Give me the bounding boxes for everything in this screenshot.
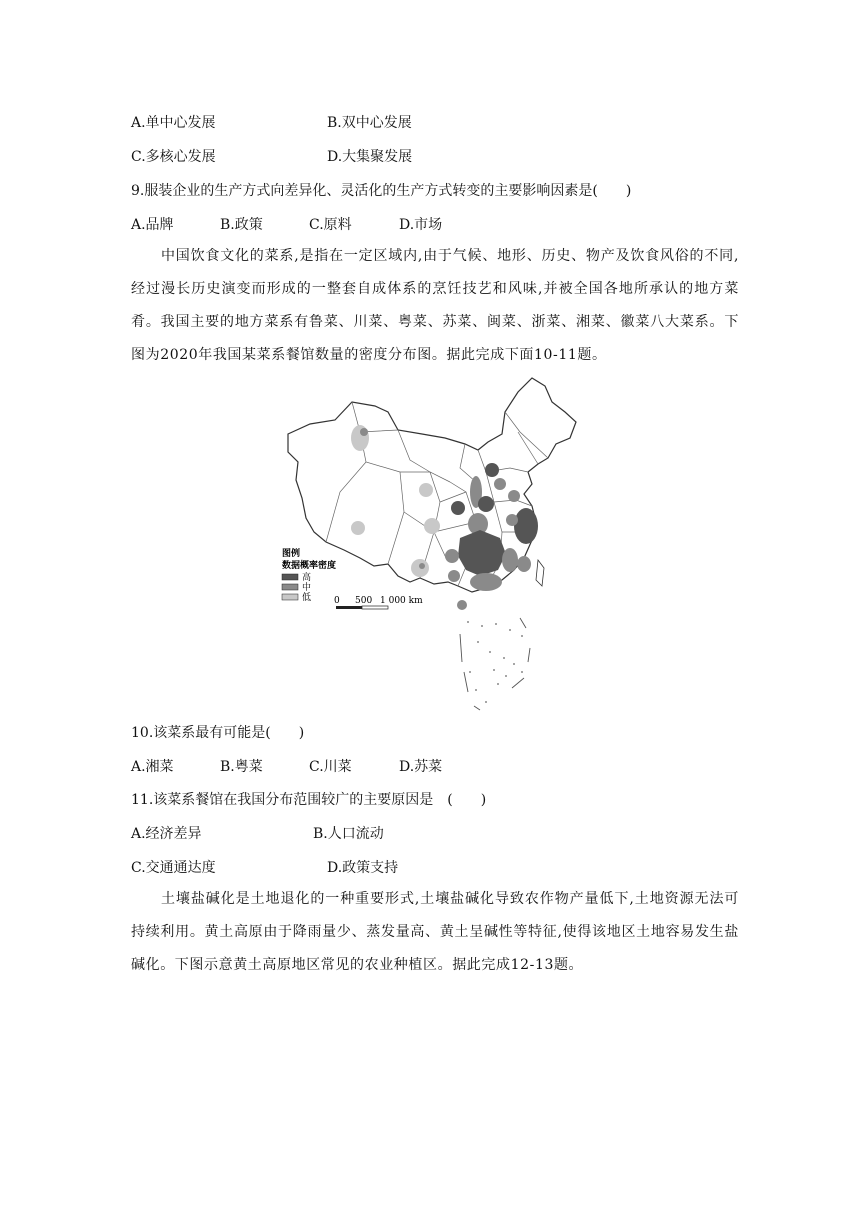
passage-salinization: 土壤盐碱化是土地退化的一种重要形式,土壤盐碱化导致农作物产量低下,土地资源无法可持续利用。黄土高原由于降雨量少、蒸发量高、黄土呈碱性等特征,使得该地区土地容易发生盐碱化。下图示意黄土高原地区常见的农业种植区。据此完成12-13题。 bbox=[131, 891, 739, 973]
scale-bar bbox=[334, 596, 423, 609]
q11-option-b: B.人口流动 bbox=[313, 826, 384, 842]
density-mid-jiangxi bbox=[502, 548, 518, 572]
density-high-gansu bbox=[451, 501, 465, 515]
scale-label-0: 0 bbox=[334, 596, 340, 606]
q10-option-d: D.苏菜 bbox=[399, 759, 443, 775]
density-low-sichuan-west bbox=[424, 518, 440, 534]
legend-swatch-low bbox=[282, 594, 298, 600]
density-low-tibet bbox=[351, 521, 365, 535]
q8-option-d: D.大集聚发展 bbox=[327, 149, 413, 165]
density-mid-guangdong bbox=[470, 573, 502, 591]
q11-option-a: A.经济差异 bbox=[131, 826, 202, 842]
q11-option-d: D.政策支持 bbox=[327, 860, 399, 876]
nine-dash-line bbox=[460, 618, 530, 710]
south-sea-islands bbox=[467, 621, 523, 703]
china-outline bbox=[288, 378, 576, 592]
density-mid-guizhou bbox=[445, 549, 459, 563]
density-mid-hebei bbox=[494, 478, 506, 490]
taiwan bbox=[536, 560, 544, 586]
china-cuisine-density-map bbox=[280, 372, 580, 712]
q10-stem: 10.该菜系最有可能是( ) bbox=[131, 725, 305, 741]
density-high-shanxi bbox=[485, 463, 499, 477]
q10-option-c: C.川菜 bbox=[309, 759, 352, 775]
density-high-jiangsu bbox=[514, 508, 538, 544]
scale-label-500: 500 bbox=[355, 596, 373, 606]
legend-label-high: 高 bbox=[302, 573, 312, 583]
q8-option-c: C.多核心发展 bbox=[131, 149, 216, 165]
q10-option-a: A.湘菜 bbox=[131, 759, 174, 775]
q9-option-a: A.品牌 bbox=[131, 217, 174, 233]
density-high-henan bbox=[478, 496, 494, 512]
q11-option-c: C.交通通达度 bbox=[131, 860, 216, 876]
density-mid-guangxi bbox=[448, 570, 460, 582]
q8-option-a: A.单中心发展 bbox=[131, 115, 216, 131]
q10-option-b: B.粤菜 bbox=[220, 759, 263, 775]
q8-option-b: B.双中心发展 bbox=[327, 115, 412, 131]
q9-option-c: C.原料 bbox=[309, 217, 352, 233]
q9-option-b: B.政策 bbox=[220, 217, 263, 233]
density-mid-yunnan bbox=[419, 563, 425, 569]
density-mid-xinjiang bbox=[360, 428, 368, 436]
scale-label-1000: 1 000 km bbox=[380, 596, 423, 606]
density-low-qinghai bbox=[419, 483, 433, 497]
legend-swatch-high bbox=[282, 574, 298, 580]
q11-stem: 11.该菜系餐馆在我国分布范围较广的主要原因是 ( ) bbox=[131, 792, 487, 808]
legend-title: 图例 bbox=[282, 549, 301, 559]
legend-swatch-mid bbox=[282, 584, 298, 590]
density-mid-hainan bbox=[457, 600, 467, 610]
legend-label-low: 低 bbox=[302, 593, 312, 603]
density-mid-shandong bbox=[508, 490, 520, 502]
density-mid-anhui bbox=[506, 514, 518, 526]
legend-label-mid: 中 bbox=[302, 583, 312, 593]
map-legend bbox=[282, 547, 336, 603]
q9-option-d: D.市场 bbox=[399, 217, 443, 233]
passage-cuisine: 中国饮食文化的菜系,是指在一定区域内,由于气候、地形、历史、物产及饮食风俗的不同,经过漫长历史演变而形成的一整套自成体系的烹饪技艺和风味,并被全国各地所承认的地方菜肴。我国主要的地方菜系有鲁菜、川菜、粤菜、苏菜、闽菜、浙菜、湘菜、徽菜八大菜系。下图为2020年我国某菜系餐馆数量的密度分布图。据此完成下面10-11题。 bbox=[131, 248, 739, 363]
density-mid-zhejiang bbox=[517, 556, 531, 572]
q9-stem: 9.服装企业的生产方式向差异化、灵活化的生产方式转变的主要影响因素是( ) bbox=[131, 183, 632, 199]
legend-subtitle: 数据概率密度 bbox=[282, 561, 337, 571]
